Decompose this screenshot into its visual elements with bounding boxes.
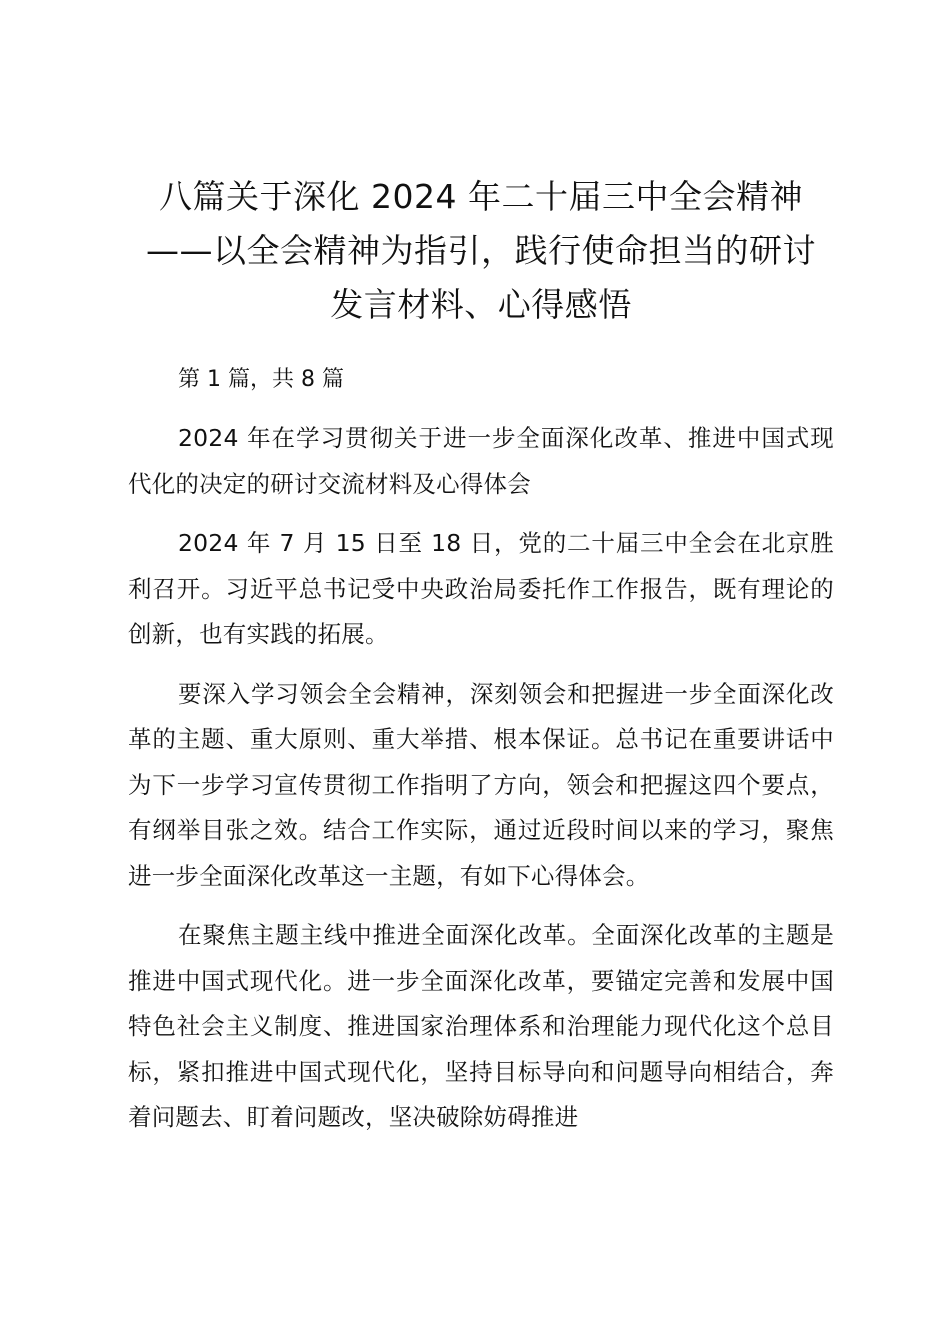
title-line-3: 发言材料、心得感悟	[330, 285, 632, 324]
document-title	[128, 170, 834, 332]
paragraph-1: 2024 年在学习贯彻关于进一步全面深化改革、推进中国式现代化的决定的研讨交流材料及心得体会	[128, 424, 834, 498]
paragraph-3: 要深入学习领会全会精神，深刻领会和把握进一步全面深化改革的主题、重大原则、重大举措、根本保证。总书记在重要讲话中为下一步学习宣传贯彻工作指明了方向，领会和把握这四个要点，有纲举目张之效。结合工作实际，通过近段时间以来的学习，聚焦进一步全面深化改革这一主题，有如下心得体会。	[128, 679, 834, 890]
title-line-2: ——以全会精神为指引，践行使命担当的研讨	[146, 231, 816, 270]
paragraph-2: 2024 年 7 月 15 日至 18 日，党的二十届三中全会在北京胜利召开。习近平总书记受中央政治局委托作工作报告，既有理论的创新，也有实践的拓展。	[128, 529, 834, 648]
title-line-1: 八篇关于深化 2024 年二十届三中全会精神	[159, 177, 803, 216]
article-count: 第 1 篇，共 8 篇	[178, 367, 344, 392]
paragraph-4: 在聚焦主题主线中推进全面深化改革。全面深化改革的主题是推进中国式现代化。进一步全面深化改革，要锚定完善和发展中国特色社会主义制度、推进国家治理体系和治理能力现代化这个总目标，紧扣推进中国式现代化，坚持目标导向和问题导向相结合，奔着问题去、盯着问题改，坚决破除妨碍推进	[128, 921, 834, 1131]
document-body	[128, 170, 834, 1141]
